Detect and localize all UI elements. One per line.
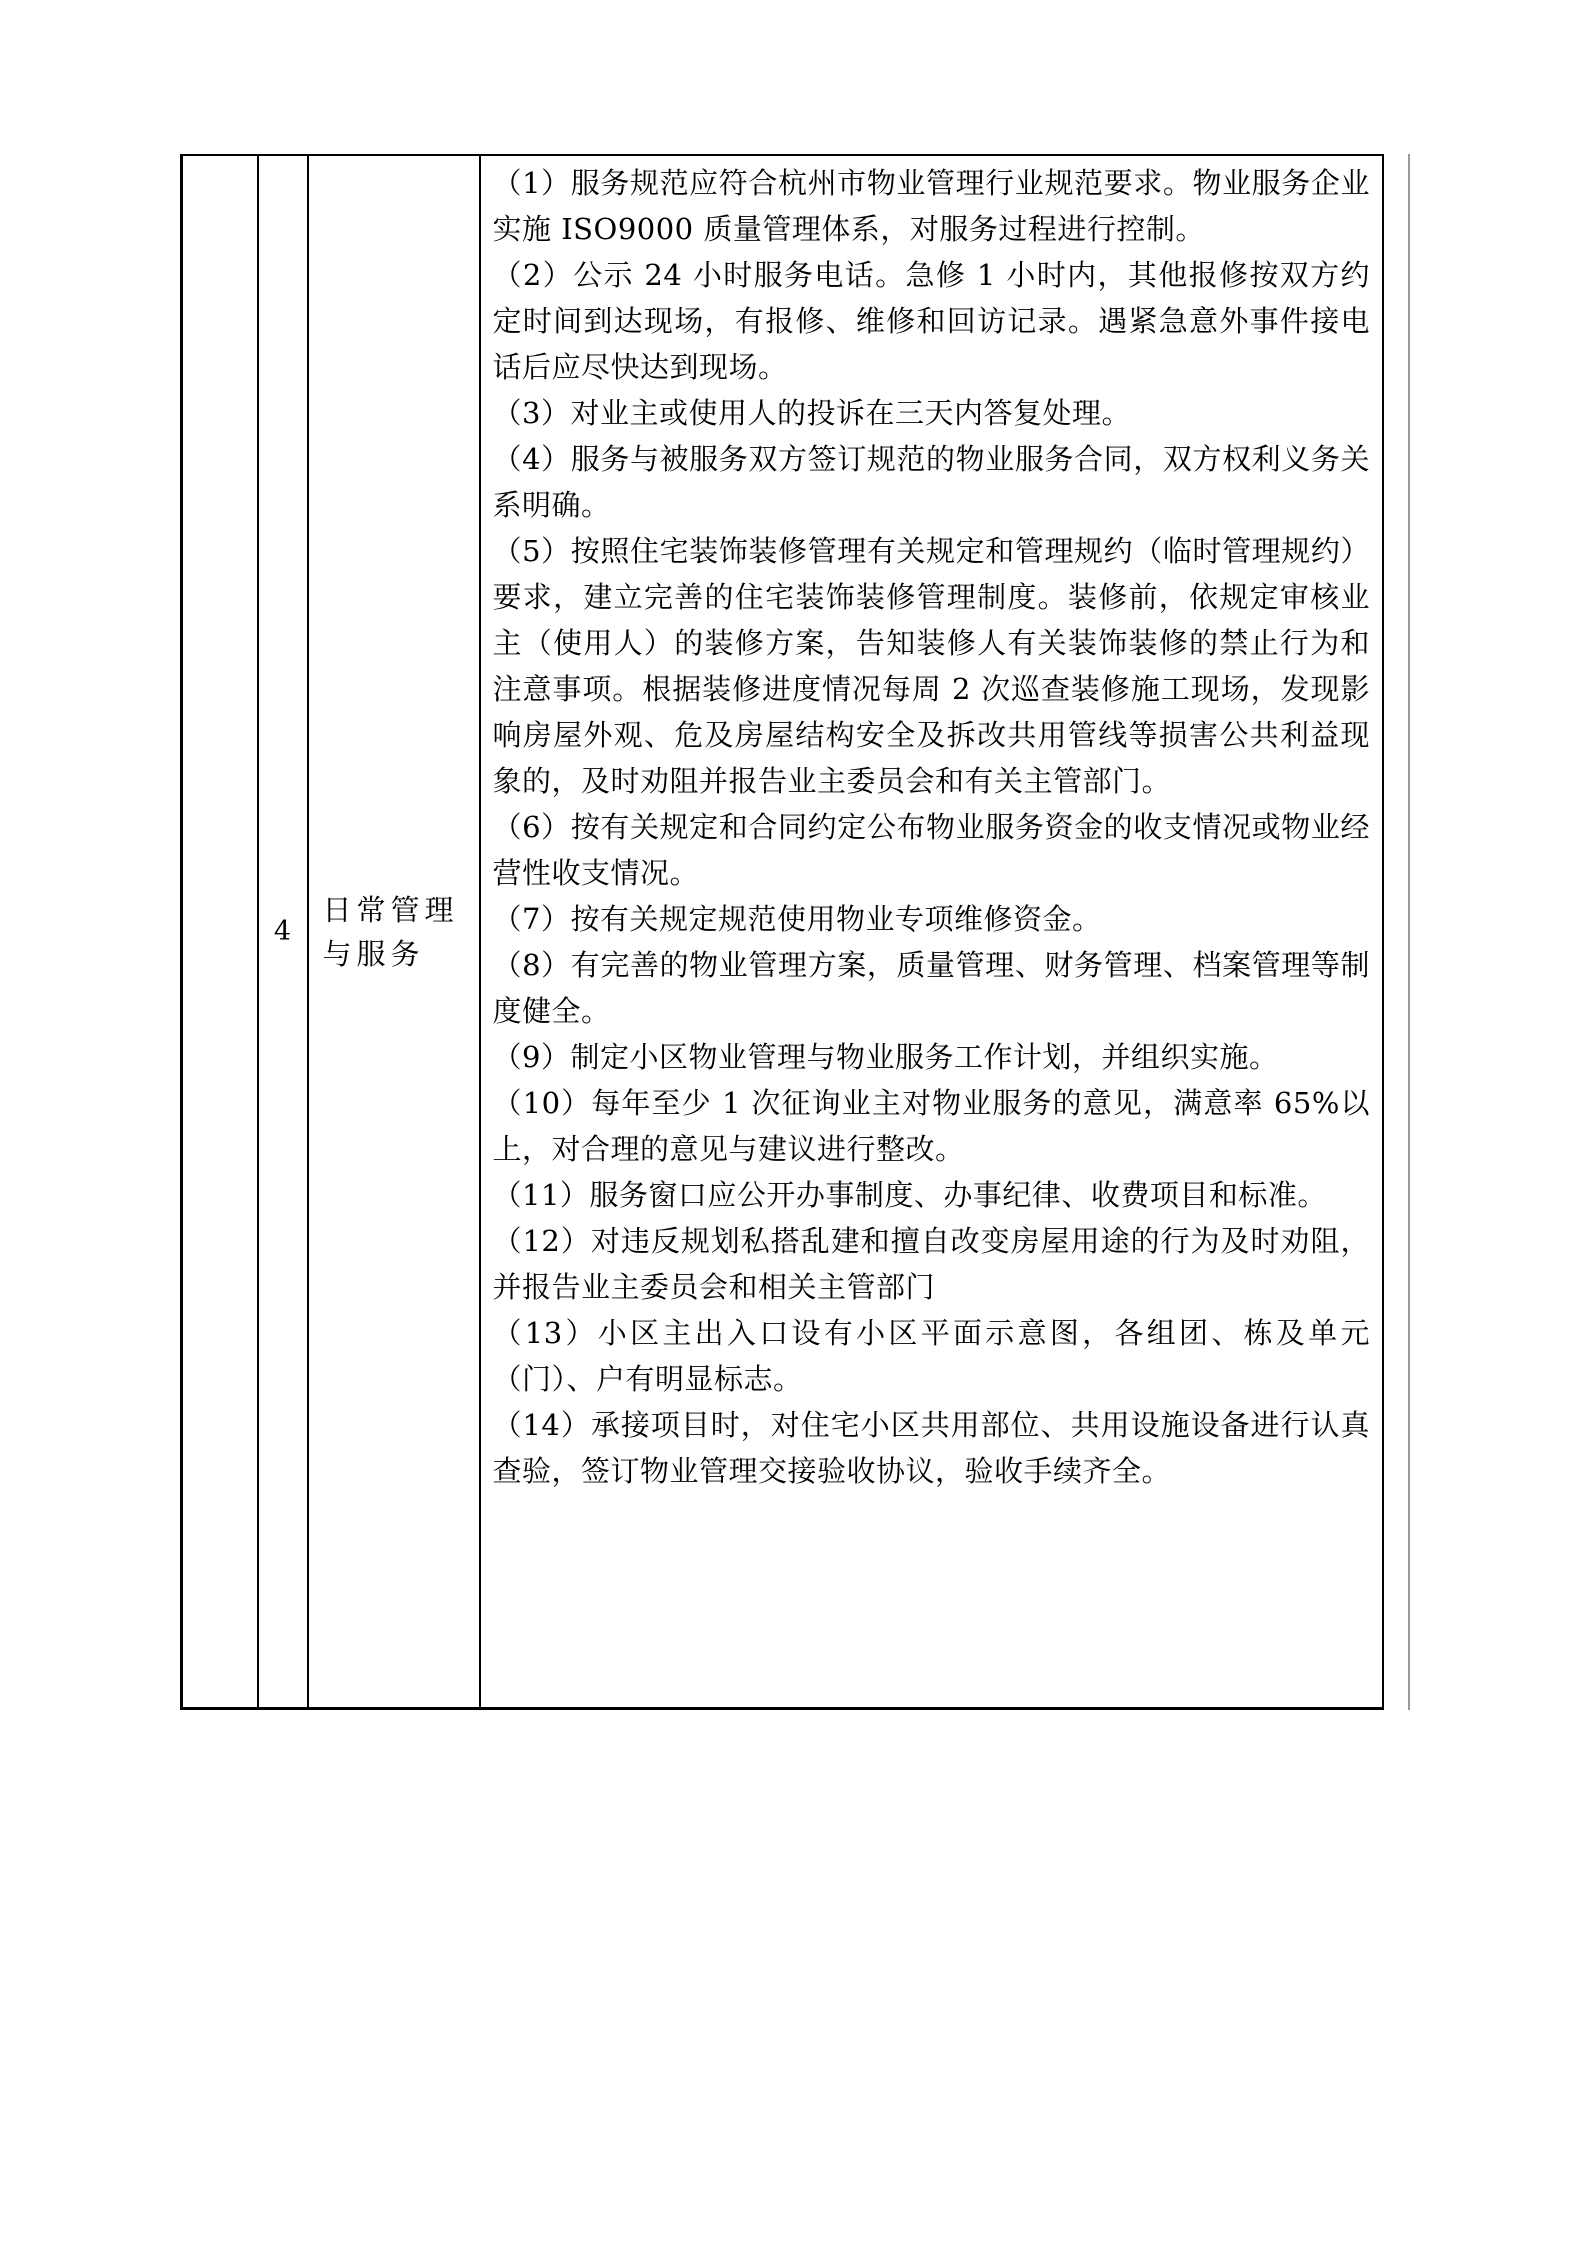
blank-cell — [182, 155, 258, 1709]
list-item: （8）有完善的物业管理方案，质量管理、财务管理、档案管理等制度健全。 — [492, 948, 1370, 1028]
page-side-rule — [1408, 154, 1410, 1710]
management-standards-table — [180, 154, 1384, 1710]
table-row — [182, 155, 1384, 1709]
list-item: （3）对业主或使用人的投诉在三天内答复处理。 — [492, 396, 1131, 430]
list-item: （1）服务规范应符合杭州市物业管理行业规范要求。物业服务企业实施 ISO9000 质量管理体系，对服务过程进行控制。 — [492, 166, 1370, 246]
list-item: （14）承接项目时，对住宅小区共用部位、共用设施设备进行认真查验，签订物业管理交接验收协议，验收手续齐全。 — [492, 1408, 1370, 1488]
row-number: 4 — [258, 155, 308, 1709]
list-item: （11）服务窗口应公开办事制度、办事纪律、收费项目和标准。 — [492, 1178, 1327, 1212]
list-item: （9）制定小区物业管理与物业服务工作计划，并组织实施。 — [492, 1040, 1279, 1074]
list-item: （4）服务与被服务双方签订规范的物业服务合同，双方权利义务关系明确。 — [492, 442, 1370, 522]
list-item: （5）按照住宅装饰装修管理有关规定和管理规约（临时管理规约）要求，建立完善的住宅装饰装修管理制度。装修前，依规定审核业主（使用人）的装修方案，告知装修人有关装饰装修的禁止行为和注意事项。根据装修进度情况每周 2 次巡查装修施工现场，发现影响房屋外观、危及房屋结构安全及拆改共用管线等损害公共利益现象的，及时劝阻并报告业主委员会和有关主管部门。 — [492, 534, 1370, 798]
list-item: （2）公示 24 小时服务电话。急修 1 小时内，其他报修按双方约定时间到达现场，有报修、维修和回访记录。遇紧急意外事件接电话后应尽快达到现场。 — [492, 258, 1370, 384]
content-cell — [480, 155, 1384, 1709]
requirement-list — [493, 160, 1371, 1494]
list-item: （12）对违反规划私搭乱建和擅自改变房屋用途的行为及时劝阻，并报告业主委员会和相关主管部门 — [492, 1224, 1370, 1304]
list-item: （6）按有关规定和合同约定公布物业服务资金的收支情况或物业经营性收支情况。 — [492, 810, 1370, 890]
category-cell: 日常管理与服务 — [308, 155, 480, 1709]
list-item: （13）小区主出入口设有小区平面示意图，各组团、栋及单元（门）、户有明显标志。 — [492, 1316, 1370, 1396]
list-item: （10）每年至少 1 次征询业主对物业服务的意见，满意率 65%以上，对合理的意见与建议进行整改。 — [492, 1086, 1370, 1166]
list-item: （7）按有关规定规范使用物业专项维修资金。 — [492, 902, 1102, 936]
